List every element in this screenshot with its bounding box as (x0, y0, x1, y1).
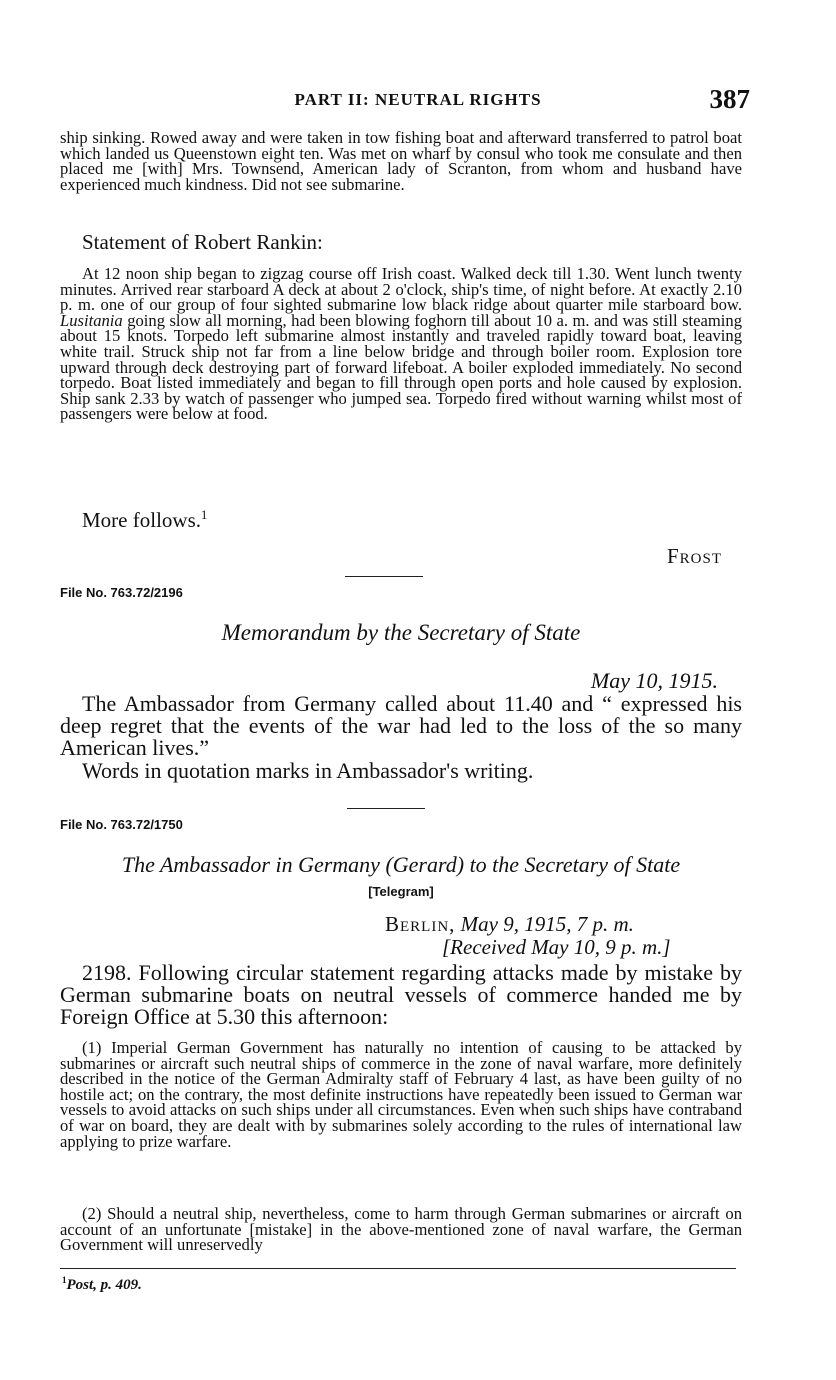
section-divider (347, 808, 425, 809)
telegram-file-number: File No. 763.72/1750 (60, 817, 183, 832)
memo-paragraph: The Ambassador from Germany called about 11.40 and “ expressed his deep regret that the events of the war had led to the loss of the so many American lives.” (60, 691, 742, 760)
footnote-rule (60, 1268, 736, 1269)
signature: Frost (666, 544, 722, 568)
telegram-received: [Received May 10, 9 p. m.] (442, 935, 671, 959)
telegram-dateline (385, 912, 725, 937)
footnote-number: 1 (62, 1275, 67, 1285)
memo-note: Words in quotation marks in Ambassador's writing. (82, 758, 534, 783)
memo-file-number: File No. 763.72/2196 (60, 585, 183, 600)
memo-date: May 10, 1915. (590, 668, 718, 693)
statement-body-part1: At 12 noon ship began to zigzag course off Irish coast. Walked deck till 1.30. Went lunch twenty minutes. Arrived rear starboard A deck at about 2 o'clock, ship's time, of night before. At exactly 2.10 p. m. one of our group of four sighted submarine low black ridge about quarter mile starboard bow. (60, 264, 742, 315)
footnote-text: Post, p. 409. (66, 1277, 142, 1293)
continuation-paragraph: ship sinking. Rowed away and were taken in tow fishing boat and afterward transferred to patrol boat which landed us Queenstown eight ten. Was met on wharf by consul who took me consulate and then placed me [with] Mrs. Townsend, American lady of Scranton, from whom and husband have experienced much kindness. Did not see submarine. (60, 128, 742, 194)
ship-name: Lusitania (60, 310, 123, 330)
statement-body (60, 266, 742, 422)
telegram-title: The Ambassador in Germany (Gerard) to the Secretary of State (121, 852, 681, 877)
footnote-marker: 1 (201, 508, 208, 522)
more-follows-text: More follows. (82, 508, 201, 532)
telegram-point-1: (1) Imperial German Government has naturally no intention of causing to be attacked by submarines or aircraft such neutral ships of commerce in the zone of naval warfare, more definitely described in the notice of the German Admiralty staff of February 4 last, as have been guilty of no hostile act; on the contrary, the most definite instructions have repeatedly been issued to German war vessels to avoid attacks on such ships under all circumstances. Even when such ships have contraband of war on board, they are dealt with by submarines solely according to the rules of international law applying to prize warfare. (60, 1038, 742, 1151)
telegram-label: [Telegram] (368, 884, 434, 899)
telegram-intro: 2198. Following circular statement regarding attacks made by mistake by German submarine boats on neutral vessels of commerce handed me by Foreign Office at 5.30 this afternoon: (60, 960, 742, 1029)
section-divider (345, 576, 423, 577)
footnote (62, 1275, 744, 1294)
page-number: 387 (709, 84, 750, 114)
telegram-date-sent: May 9, 1915, 7 p. m. (460, 912, 634, 936)
running-header: PART II: NEUTRAL RIGHTS (294, 90, 542, 109)
memo-title: Memorandum by the Secretary of State (221, 620, 581, 645)
telegram-point-2: (2) Should a neutral ship, nevertheless, come to harm through German submarines or aircraft on account of an unfortunate [mistake] in the above-mentioned zone of naval warfare, the German Government will unreservedly (60, 1204, 742, 1255)
telegram-place: Berlin, (385, 912, 456, 936)
statement-body-part2: going slow all morning, had been blowing foghorn till about 10 a. m. and was still steaming about 15 knots. Torpedo left submarine almost instantly and traveled rapidly toward boat, leaving white trail. Struck ship not far from a line below bridge and through boiler room. Explosion tore upward through deck destroying part of forward lifeboat. A boiler exploded immediately. No second torpedo. Boat listed immediately and began to fill through open ports and hole caused by explosion. Ship sank 2.33 by watch of passenger who jumped sea. Torpedo fired without warning whilst most of passengers were below at food. (60, 310, 742, 424)
statement-heading: Statement of Robert Rankin: (82, 230, 323, 254)
more-follows (82, 508, 764, 533)
